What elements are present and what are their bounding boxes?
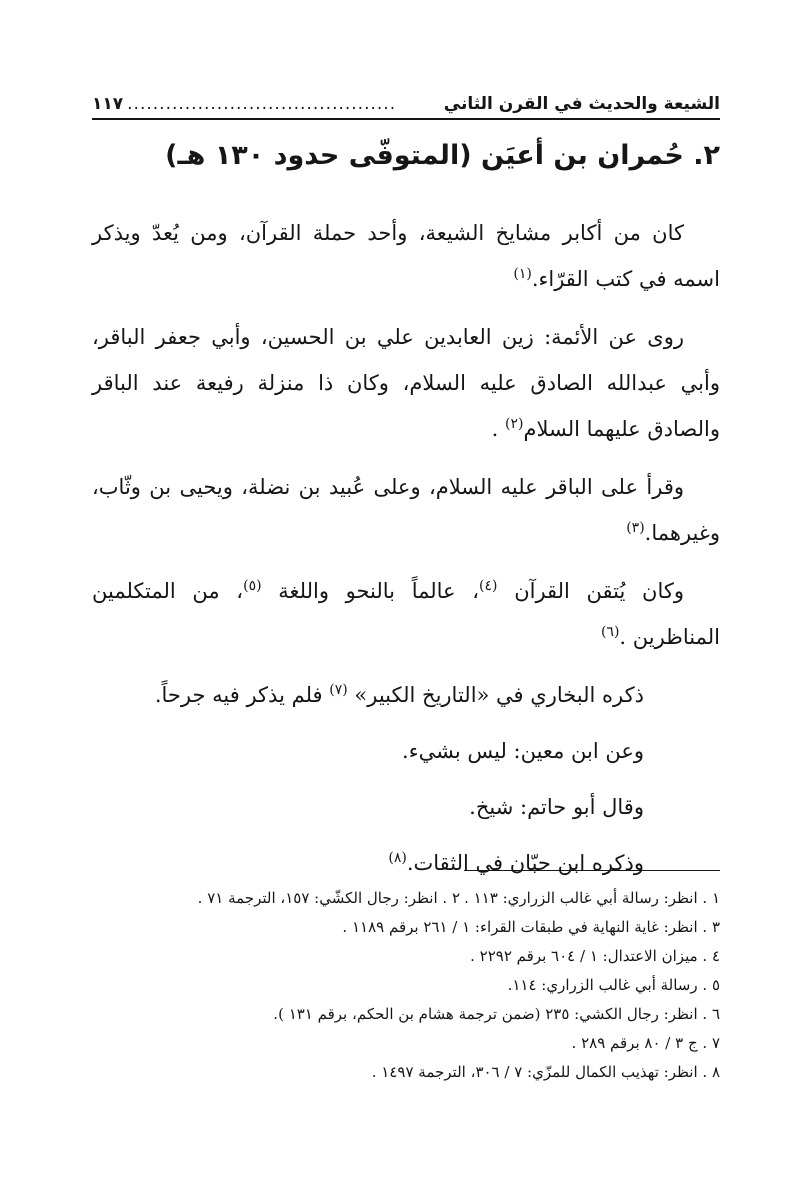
footnote-ref-5[interactable]: (٥)	[243, 578, 262, 594]
page-header	[92, 80, 720, 114]
footnote-ref-8[interactable]: (٨)	[388, 850, 407, 866]
footnote-ref-4[interactable]: (٤)	[479, 578, 498, 594]
dot-leader: ..........................................	[127, 94, 397, 114]
footnote-1: ١ . انظر: رسالة أبي غالب الزراري: ١١٣ .	[464, 889, 720, 907]
quote-4	[92, 840, 720, 886]
quote-1	[92, 672, 720, 718]
header-rule	[92, 118, 720, 120]
paragraph-3-text: وقرأ على الباقر عليه السلام، وعلى عُبيد بن نضلة، ويحيى بن وثّاب، وغيرهما.	[92, 475, 720, 545]
paragraph-4-text-b: ، عالماً بالنحو واللغة	[278, 579, 480, 603]
quote-4-text: وذكره ابن حبّان في الثقات.	[406, 851, 644, 875]
paragraph-4-text-a: وكان يُتقن القرآن	[514, 579, 684, 603]
footnote-4: ٤ . ميزان الاعتدال: ١ / ٦٠٤ برقم ٢٢٩٢ .	[470, 947, 720, 965]
footnote-2: ٢ . انظر: رجال الكشّي: ١٥٧، الترجمة ٧١ .	[197, 889, 460, 907]
quote-1-end: فلم يذكر فيه جرحاً.	[154, 683, 323, 707]
quote-1-text: ذكره البخاري في «التاريخ الكبير»	[354, 683, 644, 707]
footnotes	[92, 884, 720, 1087]
quote-2: وعن ابن معين: ليس بشيء.	[402, 739, 644, 763]
footnote-7: ٧ . ج ٣ / ٨٠ برقم ٢٨٩ .	[571, 1034, 720, 1052]
paragraph-2-end: .	[491, 417, 499, 441]
footnote-8: ٨ . انظر: تهذيب الكمال للمزّي: ٧ / ٣٠٦، الترجمة ١٤٩٧ .	[371, 1063, 720, 1081]
footnote-row-1-2	[92, 884, 720, 913]
footnote-rule	[464, 870, 720, 871]
footnote-ref-3[interactable]: (٣)	[626, 520, 645, 536]
paragraph-2-text: روى عن الأئمة: زين العابدين علي بن الحسين، وأبي جعفر الباقر، وأبي عبدالله الصادق عليه السلام، وكان ذا منزلة رفيعة عند الباقر والصادق عليهما السلام	[92, 325, 720, 441]
footnote-3: ٣ . انظر: غاية النهاية في طبقات القراء: ١ / ٢٦١ برقم ١١٨٩ .	[342, 918, 720, 936]
footnote-5: ٥ . رسالة أبي غالب الزراري: ١١٤.	[507, 976, 720, 994]
footnote-ref-6[interactable]: (٦)	[600, 624, 620, 640]
footnote-6: ٦ . انظر: رجال الكشي: ٢٣٥ (ضمن ترجمة هشام بن الحكم، برقم ١٣١ ).	[273, 1005, 720, 1023]
body-text	[92, 210, 720, 896]
footnote-ref-7[interactable]: (٧)	[329, 682, 348, 698]
quote-3: وقال أبو حاتم: شيخ.	[469, 795, 644, 819]
running-title: الشيعة والحديث في القرن الثاني	[443, 94, 720, 114]
page-number: ١١٧	[92, 94, 124, 114]
paragraph-4-text-c: ، من المتكلمين المناظرين .	[92, 579, 720, 649]
footnote-ref-1[interactable]: (١)	[513, 266, 532, 282]
paragraph-4	[92, 568, 720, 660]
paragraph-2	[92, 314, 720, 452]
paragraph-1-text: كان من أكابر مشايخ الشيعة، وأحد حملة القرآن، ومن يُعدّ ويذكر اسمه في كتب القرّاء.	[92, 221, 720, 291]
paragraph-1	[92, 210, 720, 302]
section-heading: ٢. حُمران بن أعيَن (المتوفّى حدود ١٣٠ هـ)	[165, 140, 720, 171]
paragraph-3	[92, 464, 720, 556]
footnote-ref-2[interactable]: (٢)	[505, 416, 524, 432]
